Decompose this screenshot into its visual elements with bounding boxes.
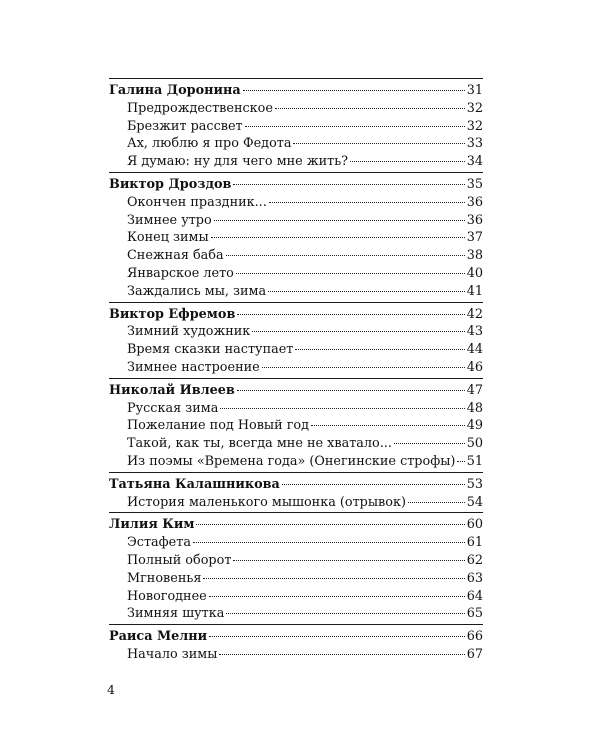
toc-entry[interactable] <box>109 135 483 153</box>
toc-entry[interactable] <box>109 100 483 118</box>
entry-title: Зимнее утро <box>127 212 212 228</box>
toc-entry[interactable] <box>109 453 483 471</box>
author-page-number: 53 <box>466 476 483 492</box>
toc-author-entry[interactable] <box>109 382 483 400</box>
toc-author-entry[interactable] <box>109 306 483 324</box>
entry-page-number: 50 <box>466 436 483 452</box>
dot-leader <box>233 560 464 561</box>
dot-leader <box>394 443 465 444</box>
entry-page-number: 44 <box>466 342 483 358</box>
toc-entry[interactable] <box>109 229 483 247</box>
toc-author-entry[interactable] <box>109 628 483 646</box>
entry-page-number: 54 <box>466 494 483 510</box>
entry-title: Пожелание под Новый год <box>127 418 309 434</box>
toc-entry[interactable] <box>109 359 483 377</box>
author-name: Виктор Дроздов <box>109 176 232 192</box>
dot-leader <box>203 578 464 579</box>
entry-page-number: 32 <box>466 100 483 116</box>
entry-title: Снежная баба <box>127 248 224 264</box>
author-name: Николай Ивлеев <box>109 382 235 398</box>
entry-title: Новогоднее <box>127 588 207 604</box>
entry-page-number: 37 <box>466 230 483 246</box>
table-of-contents <box>109 78 483 665</box>
dot-leader <box>311 425 465 426</box>
entry-page-number: 67 <box>466 646 483 662</box>
entry-title: Предрождественское <box>127 100 273 116</box>
entry-title: Заждались мы, зима <box>127 283 267 299</box>
author-page-number: 31 <box>466 83 483 98</box>
entry-page-number: 38 <box>466 248 483 264</box>
entry-page-number: 62 <box>466 552 483 568</box>
entry-page-number: 34 <box>466 154 483 170</box>
dot-leader <box>262 367 465 368</box>
dot-leader <box>193 542 465 543</box>
dot-leader <box>269 202 465 203</box>
dot-leader <box>243 90 465 91</box>
entry-page-number: 63 <box>466 570 483 586</box>
entry-title: Брезжит рассвет <box>127 118 243 134</box>
entry-title: Такой, как ты, всегда мне не хватало... <box>127 436 392 452</box>
dot-leader <box>282 484 465 485</box>
toc-section <box>109 378 483 471</box>
dot-leader <box>237 390 465 391</box>
dot-leader <box>408 502 465 503</box>
toc-section <box>109 624 483 664</box>
entry-page-number: 61 <box>466 535 483 551</box>
entry-title: Время сказки наступает <box>127 342 294 358</box>
toc-entry[interactable] <box>109 605 483 623</box>
entry-title: Русская зима <box>127 400 219 416</box>
dot-leader <box>220 408 464 409</box>
entry-title: Мгновенья <box>127 570 202 586</box>
entry-title: Зимнее настроение <box>127 359 260 375</box>
dot-leader <box>350 161 465 162</box>
dot-leader <box>211 237 465 238</box>
dot-leader <box>196 524 464 525</box>
toc-section <box>109 302 483 377</box>
entry-title: Полный оборот <box>127 552 232 568</box>
toc-entry[interactable] <box>109 588 483 606</box>
dot-leader <box>226 613 464 614</box>
dot-leader <box>293 143 464 144</box>
toc-author-entry[interactable] <box>109 176 483 194</box>
entry-page-number: 64 <box>466 588 483 604</box>
dot-leader <box>275 108 465 109</box>
entry-title: История маленького мышонка (отрывок) <box>127 494 406 510</box>
entry-title: Эстафета <box>127 535 191 551</box>
entry-title: Из поэмы «Времена года» (Онегинские строфы) <box>127 453 456 469</box>
entry-title: Январское лето <box>127 265 234 281</box>
toc-section <box>109 512 483 623</box>
toc-entry[interactable] <box>109 417 483 435</box>
entry-title: Я думаю: ну для чего мне жить? <box>127 154 349 170</box>
toc-entry[interactable] <box>109 265 483 283</box>
author-name: Лилия Ким <box>109 517 195 533</box>
toc-entry[interactable] <box>109 153 483 171</box>
toc-author-entry[interactable] <box>109 82 483 100</box>
toc-entry[interactable] <box>109 283 483 301</box>
entry-page-number: 48 <box>466 400 483 416</box>
entry-page-number: 41 <box>466 283 483 299</box>
author-name: Раиса Мелни <box>109 629 208 645</box>
entry-page-number: 33 <box>466 136 483 152</box>
entry-page-number: 43 <box>466 324 483 340</box>
dot-leader <box>237 314 464 315</box>
toc-entry[interactable] <box>109 212 483 230</box>
toc-entry[interactable] <box>109 534 483 552</box>
toc-entry[interactable] <box>109 646 483 664</box>
toc-entry[interactable] <box>109 570 483 588</box>
toc-author-entry[interactable] <box>109 516 483 534</box>
toc-section <box>109 472 483 512</box>
author-name: Виктор Ефремов <box>109 306 236 322</box>
author-page-number: 66 <box>466 629 483 645</box>
dot-leader <box>252 331 464 332</box>
dot-leader <box>226 255 465 256</box>
dot-leader <box>209 596 465 597</box>
entry-page-number: 51 <box>466 453 483 469</box>
entry-title: Окончен праздник... <box>127 194 267 210</box>
dot-leader <box>457 461 464 462</box>
entry-title: Зимняя шутка <box>127 606 225 622</box>
dot-leader <box>268 291 465 292</box>
entry-page-number: 40 <box>466 265 483 281</box>
toc-entry[interactable] <box>109 400 483 418</box>
toc-author-entry[interactable] <box>109 476 483 494</box>
toc-entry[interactable] <box>109 494 483 512</box>
toc-entry[interactable] <box>109 247 483 265</box>
entry-page-number: 36 <box>466 194 483 210</box>
author-page-number: 47 <box>466 382 483 398</box>
entry-page-number: 36 <box>466 212 483 228</box>
dot-leader <box>295 349 464 350</box>
toc-entry[interactable] <box>109 435 483 453</box>
entry-page-number: 32 <box>466 118 483 134</box>
toc-entry[interactable] <box>109 341 483 359</box>
toc-entry[interactable] <box>109 552 483 570</box>
entry-title: Начало зимы <box>127 646 218 662</box>
page-number: 4 <box>107 682 115 697</box>
entry-page-number: 49 <box>466 418 483 434</box>
author-name: Галина Доронина <box>109 83 241 98</box>
toc-entry[interactable] <box>109 323 483 341</box>
author-page-number: 35 <box>466 176 483 192</box>
dot-leader <box>233 184 464 185</box>
dot-leader <box>219 654 464 655</box>
dot-leader <box>214 220 465 221</box>
toc-entry[interactable] <box>109 118 483 136</box>
entry-page-number: 65 <box>466 606 483 622</box>
dot-leader <box>209 636 465 637</box>
author-page-number: 42 <box>466 306 483 322</box>
toc-entry[interactable] <box>109 194 483 212</box>
entry-title: Зимний художник <box>127 324 251 340</box>
author-page-number: 60 <box>466 517 483 533</box>
toc-section <box>109 78 483 171</box>
toc-section <box>109 172 483 301</box>
entry-title: Конец зимы <box>127 230 209 246</box>
entry-title: Ах, люблю я про Федота <box>127 136 292 152</box>
entry-page-number: 46 <box>466 359 483 375</box>
dot-leader <box>245 126 465 127</box>
dot-leader <box>236 273 465 274</box>
author-name: Татьяна Калашникова <box>109 476 280 492</box>
